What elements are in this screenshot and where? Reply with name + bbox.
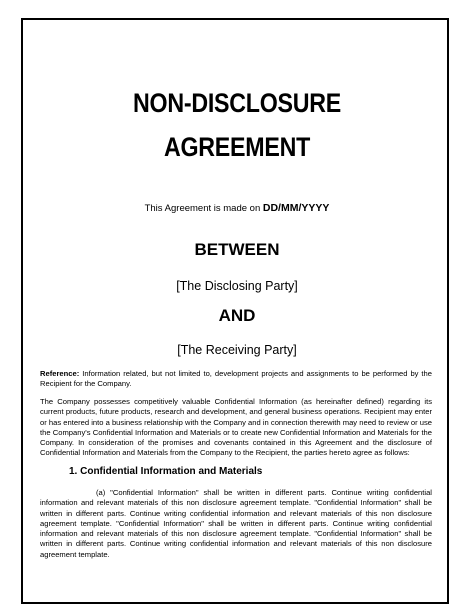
reference-text: Information related, but not limited to, development projects and assignments to be performed by the Recipient for the Company. [40, 369, 432, 389]
agreement-date-line [0, 202, 474, 214]
section-1-heading: 1. Confidential Information and Materials [69, 466, 263, 477]
reference-label: Reference: [40, 369, 80, 378]
document-title-line-1: NON-DISCLOSURE [133, 88, 341, 118]
document-title-line-2: AGREEMENT [163, 132, 311, 162]
disclosing-party: [The Disclosing Party] [176, 279, 298, 293]
agreement-date: DD/MM/YYYY [262, 202, 330, 214]
agreement-date-prefix: This Agreement is made on [144, 203, 263, 214]
clause-a-paragraph: (a) "Confidential Information" shall be written in different parts. Continue writing confidential information and relevant materials of this non disclosure agreement template. "Confidential Information" shall be written in different parts. Continue writing confidential information and relevant materials of this non disclosure agreement template. "Confidential Information" shall be written in different parts. Continue writing confidential information and relevant materials of this non disclosure agreement template. "Confidential Information" shall be written in different parts. Continue writing confidential information and relevant materials of this non disclosure agreement template. [40, 488, 432, 559]
and-heading: AND [218, 306, 256, 325]
receiving-party: [The Receiving Party] [177, 343, 297, 357]
between-heading: BETWEEN [194, 240, 280, 259]
company-paragraph: The Company possesses competitively valuable Confidential Information (as hereinafter defined) regarding its current products, future products, research and development, and general business operations. Recipient may enter or has entered into a business relationship with the Company and in connection therewith may need to review or use the Company's Confidential Information and Materials or to create new Confidential Information and Materials for the Company. In consideration of the promises and covenants contained in this Agreement and the disclosure of Confidential Information and Materials from the Company to the Recipient, the parties hereto agree as follows: [40, 397, 432, 458]
reference-paragraph [40, 369, 432, 390]
